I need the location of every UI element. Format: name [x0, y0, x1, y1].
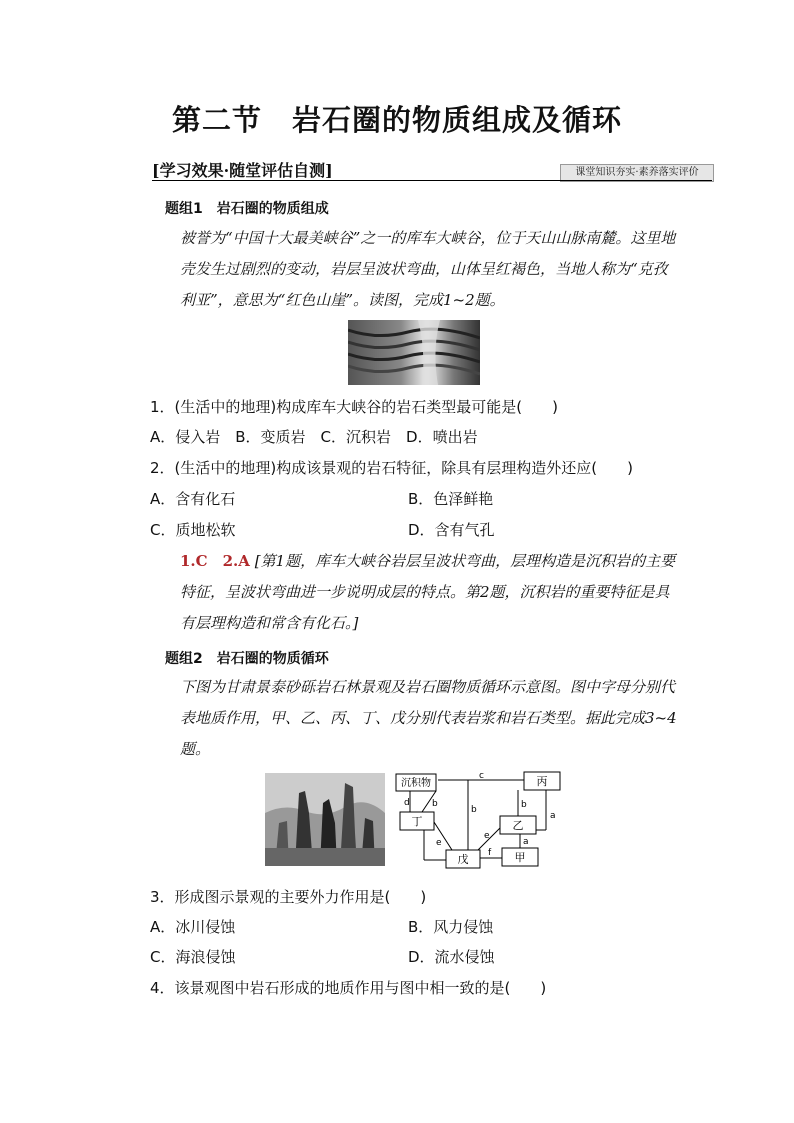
node-jia: 甲	[514, 851, 526, 864]
question-1-stem: 1．(生活中的地理)构成库车大峡谷的岩石类型最可能是( )	[150, 398, 558, 416]
group2-heading: 题组2 岩石圈的物质循环	[165, 651, 329, 667]
question-2-option-b: B．色泽鲜艳	[408, 490, 494, 508]
rock-cycle-diagram	[394, 770, 570, 872]
question-3-option-d: D．流水侵蚀	[408, 948, 495, 966]
node-yi: 乙	[512, 819, 524, 832]
group1-intro-text: 被誉为“中国十大最美峡谷”之一的库车大峡谷，位于天山山脉南麓。这里地壳发生过剧烈的变动，岩层呈波状弯曲，山体呈红褐色，当地人称为“克孜利亚”，意思为“红色山崖”。读图，完成1~2题。	[180, 229, 676, 309]
label-e1: e	[484, 831, 490, 841]
canyon-photo	[348, 320, 480, 385]
question-2-stem: 2．(生活中的地理)构成该景观的岩石特征，除具有层理构造外还应( )	[150, 459, 633, 477]
question-3-option-b: B．风力侵蚀	[408, 918, 494, 936]
section-divider	[152, 180, 712, 181]
group1-heading: 题组1 岩石圈的物质组成	[165, 201, 329, 217]
question-2-option-d: D．含有气孔	[408, 521, 495, 539]
label-b2: b	[471, 805, 477, 815]
group2-intro-text: 下图为甘肃景泰砂砾岩石林景观及岩石圈物质循环示意图。图中字母分别代表地质作用，甲、乙、丙、丁、戊分别代表岩浆和岩石类型。据此完成3~4题。	[180, 678, 677, 758]
label-e2: e	[436, 838, 442, 848]
question-2-option-c: C．质地松软	[150, 521, 236, 539]
label-b3: b	[521, 800, 527, 810]
node-wu: 戊	[457, 853, 469, 866]
label-d: d	[404, 798, 410, 808]
stone-forest-photo	[265, 773, 385, 866]
question-4-stem: 4．该景观图中岩石形成的地质作用与图中相一致的是( )	[150, 979, 547, 997]
label-c: c	[479, 771, 484, 781]
node-ding: 丁	[411, 815, 423, 828]
question-3-stem: 3．形成图示景观的主要外力作用是( )	[150, 888, 427, 906]
question-3-option-c: C．海浪侵蚀	[150, 948, 236, 966]
question-1-options: A．侵入岩 B．变质岩 C．沉积岩 D．喷出岩	[150, 428, 478, 446]
node-sediment: 沉积物	[401, 778, 431, 789]
section-tag: 课堂知识夯实·素养落实评价	[560, 164, 714, 182]
question-3-option-a: A．冰川侵蚀	[150, 918, 236, 936]
label-b1: b	[432, 799, 438, 809]
section-header: [学习效果·随堂评估自测]	[152, 161, 333, 180]
question-2-option-a: A．含有化石	[150, 490, 236, 508]
label-a1: a	[550, 811, 556, 821]
node-bing: 丙	[536, 775, 548, 788]
label-f: f	[488, 848, 492, 858]
answer-block-1	[150, 546, 680, 639]
label-a2: a	[523, 837, 529, 847]
group1-intro	[150, 223, 680, 316]
group2-intro	[150, 672, 680, 765]
answer-1-key: 1.C 2.A	[180, 552, 250, 570]
page-title: 第二节 岩石圈的物质组成及循环	[171, 103, 622, 137]
answer-1-text: [第1题，库车大峡谷岩层呈波状弯曲，层理构造是沉积岩的主要特征，呈波状弯曲进一步说明成层的特点。第2题，沉积岩的重要特征是具有层理构造和常含有化石。]	[180, 552, 676, 632]
